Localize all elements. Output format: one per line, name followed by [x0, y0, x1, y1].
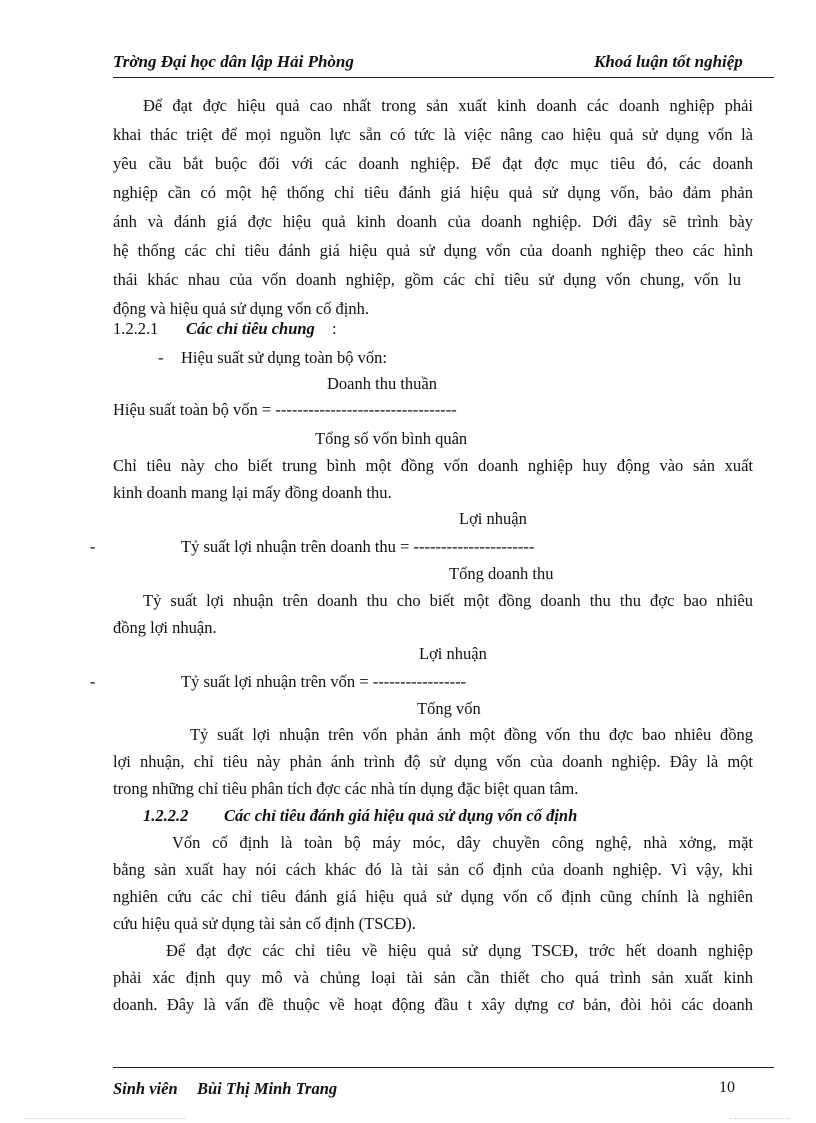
page-edge-dots-right	[730, 1118, 790, 1119]
section-title: Các chỉ tiêu đánh giá hiệu quả sử dụng vốn cố định	[224, 806, 578, 825]
paragraph-5-line: cứu hiệu quả sử dụng tài sản cố định (TSCĐ).	[113, 914, 416, 933]
paragraph-5-line: Vốn cố định là toàn bộ máy móc, dây chuyền công nghệ, nhà xởng, mặt	[172, 833, 753, 852]
paragraph-2-line: Chỉ tiêu này cho biết trung bình một đồng vốn doanh nghiệp huy động vào sản xuất	[113, 456, 753, 475]
paragraph-4-line: Tỷ suất lợi nhuận trên vốn phản ánh một đồng vốn thu đợc bao nhiêu đồng	[190, 725, 753, 744]
section-title-colon: :	[332, 319, 337, 338]
header-rule	[113, 77, 774, 78]
formula-3-lhs: Tỷ suất lợi nhuận trên vốn = -----------------	[181, 672, 467, 691]
formula-2-numerator: Lợi nhuận	[459, 509, 527, 528]
paragraph-5-line: bằng sản xuất hay nói cách khác đó là tài sản cố định của doanh nghiệp. Vì vậy, khi	[113, 860, 753, 879]
section-title: Các chỉ tiêu chung	[186, 319, 315, 338]
page-number: 10	[719, 1079, 735, 1096]
paragraph-4-line: trong những chỉ tiêu phân tích đợc các nhà tín dụng đặc biệt quan tâm.	[113, 779, 579, 798]
paragraph-3-line: đồng lợi nhuận.	[113, 618, 217, 637]
header-thesis-label: Khoá luận tốt nghiệp	[594, 52, 743, 71]
header-school: Trờng Đại học dân lập Hải Phòng	[113, 52, 354, 71]
formula-1-lhs: Hiệu suất toàn bộ vốn = ---------------------------------	[113, 400, 457, 419]
formula-1-numerator: Doanh thu thuần	[327, 374, 437, 393]
formula-3-numerator: Lợi nhuận	[419, 644, 487, 663]
paragraph-1-line: yêu cầu bắt buộc đối với các doanh nghiệp. Để đạt đợc mục tiêu đó, các doanh	[113, 154, 753, 173]
section-number: 1.2.2.2	[143, 806, 189, 825]
paragraph-6-line: Để đạt đợc các chỉ tiêu về hiệu quả sử dụng TSCĐ, trớc hết doanh nghiệp	[166, 941, 753, 960]
section-number: 1.2.2.1	[113, 319, 159, 338]
paragraph-3-line: Tỷ suất lợi nhuận trên doanh thu cho biết một đồng doanh thu thu đợc bao nhiêu	[143, 591, 753, 610]
paragraph-1-line: nghiệp cần có một hệ thống chỉ tiêu đánh giá hiệu quả sử dụng vốn, bảo đảm phản	[113, 183, 753, 202]
footer-student-label: Sinh viên	[113, 1079, 178, 1098]
formula-3-denominator: Tổng vốn	[417, 699, 481, 718]
paragraph-1-line: hệ thống các chỉ tiêu đánh giá hiệu quả sử dụng vốn của doanh nghiệp theo các hình	[113, 241, 753, 260]
formula-2-lhs: Tỷ suất lợi nhuận trên doanh thu = ----------------------	[181, 537, 535, 556]
footer-rule	[113, 1067, 774, 1068]
formula-3-dash: -	[90, 672, 96, 691]
paragraph-4-line: lợi nhuận, chỉ tiêu này phản ánh trình độ sử dụng vốn của doanh nghiệp. Đây là một	[113, 752, 753, 771]
paragraph-6-line: phải xác định quy mô và chủng loại tài sản cần thiết cho quá trình sản xuất kinh	[113, 968, 753, 987]
formula-1-denominator: Tổng số vốn bình quân	[315, 429, 468, 448]
paragraph-1-line: động và hiệu quả sử dụng vốn cố định.	[113, 299, 369, 318]
paragraph-2-line: kinh doanh mang lại mấy đồng doanh thu.	[113, 483, 392, 502]
formula-2-denominator: Tổng doanh thu	[449, 564, 554, 583]
formula-2-dash: -	[90, 537, 96, 556]
paragraph-1-line: ánh và đánh giá đợc hiệu quả kinh doanh của doanh nghiệp. Dới đây sẽ trình bày	[113, 212, 753, 231]
paragraph-1-line: khai thác triệt để mọi nguồn lực sẵn có tức là việc nâng cao hiệu quả sử dụng vốn là	[113, 125, 753, 144]
paragraph-6-line: doanh. Đây là vấn đề thuộc về hoạt động đầu t xây dựng cơ bản, đòi hỏi các doanh	[113, 995, 753, 1014]
paragraph-1-line: thái khác nhau của vốn doanh nghiệp, gồm các chỉ tiêu sử dụng vốn chung, vốn lu	[113, 270, 741, 289]
paragraph-5-line: nghiên cứu các chỉ tiêu đánh giá hiệu quả sử dụng vốn cố định cũng chính là nghiên	[113, 887, 753, 906]
footer-student-name: Bùi Thị Minh Trang	[197, 1079, 338, 1098]
paragraph-1-line: Để đạt đợc hiệu quả cao nhất trong sản xuất kinh doanh các doanh nghiệp phải	[143, 96, 753, 115]
bullet-text: Hiệu suất sử dụng toàn bộ vốn:	[181, 348, 388, 367]
page-edge-dots-left	[25, 1118, 185, 1119]
bullet-dash: -	[158, 348, 164, 367]
